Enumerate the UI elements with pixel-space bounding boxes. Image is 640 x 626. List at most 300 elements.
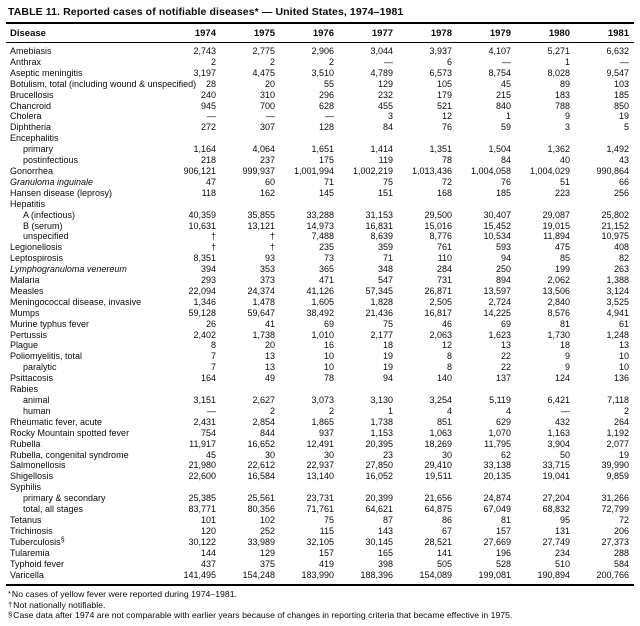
- data-cell: 234: [554, 547, 570, 558]
- data-cell: 69: [323, 318, 334, 329]
- data-cell: 41,126: [306, 285, 334, 296]
- data-cell: 183: [554, 89, 570, 100]
- data-cell: 64,875: [424, 504, 452, 515]
- data-cell: 179: [436, 89, 452, 100]
- disease-name-text: Amebiasis: [10, 46, 52, 56]
- data-cell: 188,396: [360, 569, 393, 580]
- data-cell: [457, 384, 516, 395]
- data-cell: 22,094: [188, 285, 216, 296]
- data-cell: 547: [377, 275, 393, 286]
- data-cell: 76: [500, 176, 511, 187]
- data-cell: 373: [259, 275, 275, 286]
- data-cell: 93: [264, 253, 275, 264]
- disease-name-text: Rocky Mountain spotted fever: [10, 427, 130, 438]
- data-cell: 1,478: [252, 296, 275, 307]
- data-cell: 8,754: [488, 67, 511, 78]
- data-cell: 31,266: [601, 493, 629, 504]
- data-cell: 375: [259, 558, 275, 569]
- data-cell: [575, 133, 634, 144]
- data-cell: 3,130: [370, 395, 393, 405]
- data-cell: [280, 199, 339, 210]
- data-cell: 6,632: [606, 46, 629, 56]
- data-cell: 1,010: [311, 329, 334, 340]
- data-cell: †: [269, 242, 275, 253]
- data-cell: 250: [495, 264, 511, 275]
- data-cell: 1,362: [547, 144, 570, 155]
- data-cell: 521: [436, 100, 452, 111]
- disease-name-text: Pertussis: [10, 329, 48, 340]
- disease-name-text: Plague: [10, 340, 39, 351]
- notifiable-diseases-table: [6, 24, 634, 583]
- data-cell: 9,859: [606, 471, 629, 482]
- data-cell: 13,121: [247, 220, 275, 231]
- data-cell: 215: [495, 89, 511, 100]
- data-cell: 25,385: [188, 493, 216, 504]
- data-cell: 22: [500, 362, 511, 373]
- data-cell: 18,269: [424, 438, 452, 449]
- table-row: [6, 330, 634, 341]
- data-cell: 196: [495, 547, 511, 558]
- data-cell: 33,138: [483, 460, 511, 471]
- data-cell: 141,495: [183, 569, 216, 580]
- table-row: [6, 493, 634, 504]
- data-cell: 9,547: [606, 67, 629, 78]
- table-title: TABLE 11. Reported cases of notifiable diseases* — United States, 1974–1981: [6, 4, 634, 24]
- data-cell: 61: [618, 318, 629, 329]
- data-cell: 30,407: [483, 209, 511, 220]
- data-cell: 1,004,029: [529, 165, 570, 176]
- data-cell: 185: [495, 187, 511, 198]
- disease-name: [6, 275, 162, 286]
- data-cell: 2: [328, 56, 334, 67]
- disease-name-text: Diphtheria: [10, 122, 52, 133]
- data-cell: 59: [500, 122, 511, 133]
- disease-name: [6, 548, 162, 559]
- data-cell: 240: [200, 89, 216, 100]
- data-cell: 110: [437, 253, 452, 264]
- disease-name-text: Murine typhus fever: [10, 318, 90, 329]
- data-cell: 13,597: [483, 285, 511, 296]
- disease-name-text: Psittacosis: [10, 373, 54, 384]
- data-cell: 80,356: [247, 504, 275, 515]
- disease-name-text: Botulism, total (including wound & unspecified): [10, 78, 197, 89]
- data-cell: 10,631: [188, 220, 216, 231]
- data-cell: 145: [318, 187, 334, 198]
- data-cell: 1,153: [370, 427, 393, 438]
- disease-name: [6, 155, 162, 166]
- data-cell: 5,271: [547, 46, 570, 56]
- data-cell: 14,973: [306, 220, 334, 231]
- data-cell: [339, 482, 398, 493]
- data-cell: 10: [323, 362, 334, 373]
- data-cell: 20,135: [483, 471, 511, 482]
- disease-name: [6, 450, 162, 461]
- data-cell: 4: [505, 405, 511, 416]
- disease-name: [6, 351, 162, 362]
- data-cell: 29,500: [424, 209, 452, 220]
- table-row: [6, 231, 634, 242]
- disease-name: [6, 68, 162, 79]
- data-cell: 455: [377, 100, 393, 111]
- data-cell: 143: [377, 525, 393, 536]
- data-cell: 19,015: [542, 220, 570, 231]
- data-cell: 67,049: [483, 504, 511, 515]
- disease-name: [6, 177, 162, 188]
- disease-name: [6, 210, 162, 221]
- disease-name-text: Tularemia: [10, 547, 50, 558]
- data-cell: [221, 133, 280, 144]
- data-cell: 30: [264, 449, 275, 460]
- data-cell: 2: [623, 405, 629, 416]
- data-cell: 1,605: [311, 296, 334, 307]
- data-cell: 19: [618, 111, 629, 122]
- data-cell: 55: [323, 78, 334, 89]
- disease-name: [6, 570, 162, 584]
- data-cell: [457, 133, 516, 144]
- data-cell: 19,041: [542, 471, 570, 482]
- data-cell: 12: [441, 340, 452, 351]
- data-cell: 1,504: [488, 144, 511, 155]
- data-cell: 6: [446, 56, 452, 67]
- data-cell: 39,990: [601, 460, 629, 471]
- footnote-marker: §: [8, 610, 13, 620]
- disease-name: [6, 122, 162, 133]
- data-cell: 437: [200, 558, 216, 569]
- data-cell: 30,145: [365, 536, 393, 547]
- data-cell: 1,738: [370, 416, 393, 427]
- data-cell: 68,832: [542, 504, 570, 515]
- data-cell: 1,192: [606, 427, 629, 438]
- data-cell: 7: [210, 362, 216, 373]
- table-body: [6, 43, 634, 584]
- data-cell: 990,864: [596, 165, 629, 176]
- disease-name: [6, 395, 162, 406]
- table-row: [6, 90, 634, 101]
- data-cell: 1,346: [193, 296, 216, 307]
- disease-name-text: Hansen disease (leprosy): [10, 187, 113, 198]
- data-cell: 29,410: [424, 460, 452, 471]
- data-cell: 3,073: [311, 395, 334, 405]
- data-cell: 256: [613, 187, 629, 198]
- data-cell: 12,491: [306, 438, 334, 449]
- data-cell: 3,197: [193, 67, 216, 78]
- data-cell: 288: [613, 547, 629, 558]
- data-cell: 13,506: [542, 285, 570, 296]
- data-cell: 151: [377, 187, 393, 198]
- data-cell: [221, 199, 280, 210]
- data-cell: 84: [382, 122, 393, 133]
- data-cell: 20: [264, 78, 275, 89]
- data-cell: 394: [200, 264, 216, 275]
- data-cell: —: [266, 111, 275, 122]
- data-cell: [162, 199, 221, 210]
- data-cell: 200,766: [596, 569, 629, 580]
- disease-name: [6, 188, 162, 199]
- data-cell: 27,373: [601, 536, 629, 547]
- data-cell: 62: [500, 449, 511, 460]
- data-cell: 2,063: [429, 329, 452, 340]
- data-cell: 13: [618, 340, 629, 351]
- data-cell: [339, 133, 398, 144]
- data-cell: 24,374: [247, 285, 275, 296]
- data-cell: 761: [436, 242, 452, 253]
- disease-name-text: Typhoid fever: [10, 558, 65, 569]
- table-row: [6, 570, 634, 584]
- table-row: [6, 43, 634, 57]
- data-cell: 128: [318, 122, 334, 133]
- data-cell: 13: [264, 351, 275, 362]
- data-cell: 937: [318, 427, 334, 438]
- data-cell: 13: [500, 340, 511, 351]
- data-cell: 1,002,219: [352, 165, 393, 176]
- disease-name: [6, 308, 162, 319]
- data-cell: 4,789: [370, 67, 393, 78]
- data-cell: 3,254: [429, 395, 452, 405]
- table-row: [6, 68, 634, 79]
- data-cell: 141: [436, 547, 452, 558]
- data-cell: 2,431: [193, 416, 216, 427]
- data-cell: 51: [559, 176, 570, 187]
- data-cell: 11,917: [189, 438, 216, 449]
- data-cell: 10,975: [601, 231, 629, 242]
- data-cell: 59,128: [188, 307, 216, 318]
- disease-name: [6, 57, 162, 68]
- disease-name-text: postinfectious: [23, 155, 79, 166]
- data-cell: —: [620, 56, 629, 67]
- data-cell: 1: [564, 56, 570, 67]
- disease-name: [6, 101, 162, 112]
- disease-name-text: Rabies: [10, 384, 39, 395]
- data-cell: 16,052: [365, 471, 393, 482]
- data-cell: 754: [200, 427, 216, 438]
- data-cell: 584: [613, 558, 629, 569]
- data-cell: 10: [618, 351, 629, 362]
- data-cell: 1,164: [193, 144, 216, 155]
- data-cell: —: [384, 56, 393, 67]
- disease-name: [6, 384, 162, 395]
- data-cell: 165: [377, 547, 393, 558]
- data-cell: 3,151: [193, 395, 216, 405]
- data-cell: 28: [205, 78, 216, 89]
- data-cell: 628: [318, 100, 334, 111]
- data-cell: 140: [436, 373, 452, 384]
- table-row: [6, 122, 634, 133]
- disease-name: [6, 439, 162, 450]
- data-cell: 124: [554, 373, 570, 384]
- data-cell: 185: [613, 89, 629, 100]
- disease-name: [6, 90, 162, 101]
- data-cell: 72: [618, 514, 629, 525]
- data-cell: 20,395: [365, 438, 393, 449]
- data-cell: 3,904: [547, 438, 570, 449]
- data-cell: 18: [382, 340, 393, 351]
- table-row: [6, 210, 634, 221]
- data-cell: 29,087: [542, 209, 570, 220]
- table-row: [6, 133, 634, 144]
- disease-name-text: Malaria: [10, 275, 40, 286]
- data-cell: 50: [559, 449, 570, 460]
- table-row: [6, 79, 634, 90]
- disease-name-text: Chancroid: [10, 100, 52, 111]
- data-cell: 137: [495, 373, 511, 384]
- disease-name-text: Gonorrhea: [10, 165, 54, 176]
- disease-name-text: Tuberculosis: [10, 536, 61, 547]
- data-cell: 16,652: [247, 438, 275, 449]
- data-cell: 30: [323, 449, 334, 460]
- data-cell: 27,669: [483, 536, 511, 547]
- data-cell: 19: [618, 449, 629, 460]
- data-cell: 359: [377, 242, 393, 253]
- data-cell: 105: [436, 78, 452, 89]
- data-cell: 33,989: [247, 536, 275, 547]
- disease-name: [6, 199, 162, 210]
- data-cell: 21,656: [424, 493, 452, 504]
- data-cell: 87: [382, 514, 393, 525]
- table-row: [6, 559, 634, 570]
- data-cell: 157: [318, 547, 334, 558]
- data-cell: 840: [495, 100, 511, 111]
- data-cell: 83,771: [188, 504, 216, 515]
- data-cell: 175: [318, 155, 334, 166]
- disease-name: [6, 78, 197, 90]
- table-row: [6, 101, 634, 112]
- data-cell: 21,152: [601, 220, 629, 231]
- data-cell: 81: [559, 318, 570, 329]
- disease-name: [6, 231, 162, 242]
- column-header-year: 1979: [457, 24, 516, 43]
- data-cell: —: [325, 111, 334, 122]
- disease-name-text: Hepatitis: [10, 198, 46, 209]
- data-cell: 264: [613, 416, 629, 427]
- disease-name: [6, 559, 162, 570]
- disease-name: [6, 428, 162, 439]
- data-cell: 6,421: [547, 395, 570, 405]
- data-cell: 10: [618, 362, 629, 373]
- disease-name: [6, 362, 162, 373]
- table-row: [6, 275, 634, 286]
- data-cell: 22,937: [306, 460, 334, 471]
- data-cell: 1,004,058: [470, 165, 511, 176]
- data-cell: 26: [205, 318, 216, 329]
- data-cell: 41: [264, 318, 275, 329]
- data-cell: 7,488: [311, 231, 334, 242]
- data-cell: 35,855: [247, 209, 275, 220]
- disease-name: [6, 515, 162, 526]
- data-cell: 4,941: [606, 307, 629, 318]
- data-cell: 8,028: [547, 67, 570, 78]
- disease-name-text: Syphilis: [10, 482, 42, 493]
- data-cell: 2,062: [547, 275, 570, 286]
- footnote-marker: *: [8, 589, 11, 599]
- data-cell: 252: [259, 525, 275, 536]
- data-cell: 59,647: [247, 307, 275, 318]
- data-cell: 168: [436, 187, 452, 198]
- data-cell: 307: [259, 122, 275, 133]
- data-cell: 25,561: [247, 493, 275, 504]
- data-cell: [339, 199, 398, 210]
- data-cell: 183,990: [301, 569, 334, 580]
- data-cell: 26,871: [424, 285, 452, 296]
- data-cell: [516, 133, 575, 144]
- data-cell: 353: [259, 264, 275, 275]
- data-cell: 6,573: [429, 67, 452, 78]
- data-cell: 49: [264, 373, 275, 384]
- data-cell: 1,865: [311, 416, 334, 427]
- data-cell: 1,163: [547, 427, 570, 438]
- data-cell: 1: [505, 111, 511, 122]
- disease-name-text: Tetanus: [10, 514, 42, 525]
- disease-name: [6, 504, 162, 515]
- data-cell: 16,584: [247, 471, 275, 482]
- data-cell: 20,399: [365, 493, 393, 504]
- data-cell: 13: [264, 362, 275, 373]
- data-cell: 89: [559, 78, 570, 89]
- data-cell: 154,248: [242, 569, 275, 580]
- disease-name-text: Shigellosis: [10, 471, 54, 482]
- data-cell: [575, 199, 634, 210]
- data-cell: 95: [559, 514, 570, 525]
- data-cell: 505: [436, 558, 452, 569]
- data-cell: 1,248: [606, 329, 629, 340]
- data-cell: [162, 384, 221, 395]
- data-cell: [398, 133, 457, 144]
- data-cell: [516, 482, 575, 493]
- data-cell: 1,351: [429, 144, 452, 155]
- column-header-disease: Disease: [6, 24, 162, 43]
- data-cell: 1: [387, 405, 393, 416]
- data-cell: 593: [495, 242, 511, 253]
- data-cell: 1,063: [429, 427, 452, 438]
- data-cell: 23,731: [306, 493, 334, 504]
- table-row: [6, 111, 634, 122]
- disease-name: [6, 166, 162, 177]
- data-cell: 19: [382, 351, 393, 362]
- data-cell: 1,414: [370, 144, 393, 155]
- table-row: [6, 428, 634, 439]
- data-cell: †: [210, 231, 216, 242]
- disease-name-text: Anthrax: [10, 56, 42, 67]
- data-cell: 25,802: [601, 209, 629, 220]
- table-row: [6, 155, 634, 166]
- data-cell: [516, 384, 575, 395]
- data-cell: 27,749: [542, 536, 570, 547]
- data-cell: 894: [495, 275, 511, 286]
- data-cell: 3,510: [311, 67, 334, 78]
- data-cell: 164: [200, 373, 216, 384]
- data-cell: 945: [200, 100, 216, 111]
- data-cell: 528: [495, 558, 511, 569]
- data-cell: 103: [613, 78, 629, 89]
- data-cell: 45: [205, 449, 216, 460]
- table-row: [6, 57, 634, 68]
- data-cell: 1,001,994: [293, 165, 334, 176]
- data-cell: 30,122: [188, 536, 216, 547]
- footnote-text: No cases of yellow fever were reported during 1974–1981.: [11, 589, 237, 600]
- data-cell: 8: [446, 362, 452, 373]
- table-row: [6, 264, 634, 275]
- data-cell: [398, 482, 457, 493]
- data-cell: [162, 482, 221, 493]
- data-cell: 218: [200, 155, 216, 166]
- data-cell: 81: [500, 514, 511, 525]
- data-cell: 16,831: [365, 220, 393, 231]
- data-cell: 27,204: [542, 493, 570, 504]
- data-cell: 72: [441, 176, 452, 187]
- data-cell: 57,345: [365, 285, 393, 296]
- data-cell: 9: [564, 362, 570, 373]
- data-cell: 22,600: [188, 471, 216, 482]
- data-cell: 1,651: [311, 144, 334, 155]
